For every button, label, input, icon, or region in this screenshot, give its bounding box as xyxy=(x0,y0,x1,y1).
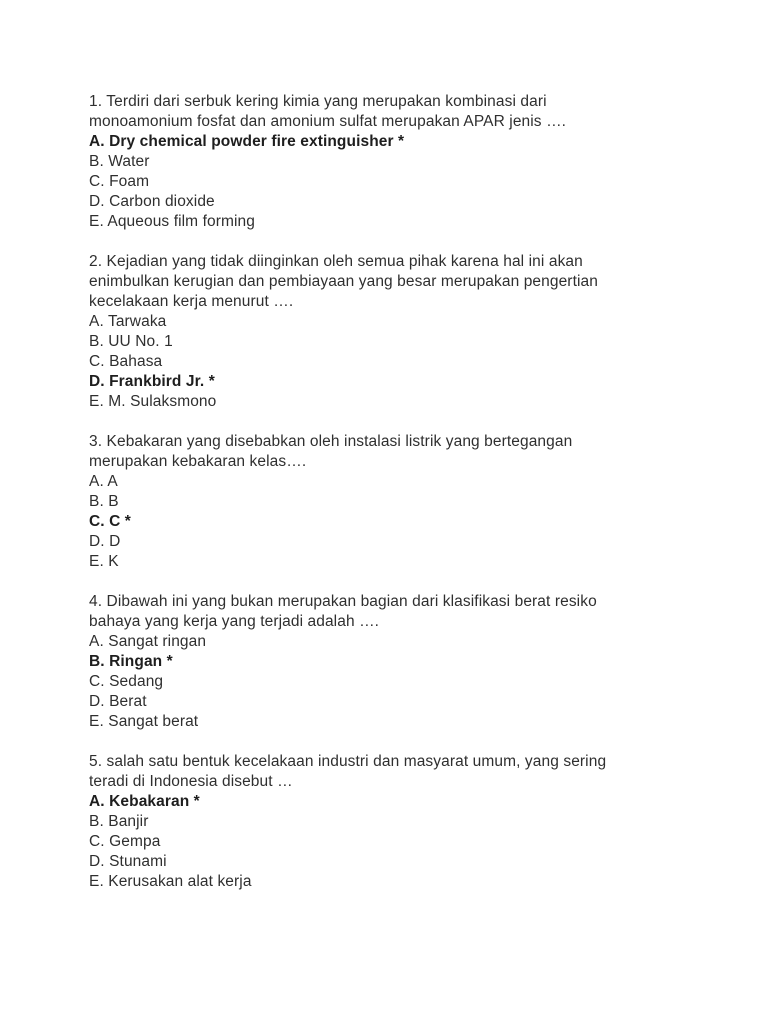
answer-option-correct: B. Ringan * xyxy=(89,653,173,670)
question-text-line: 4. Dibawah ini yang bukan merupakan bagian dari klasifikasi berat resiko xyxy=(89,593,597,610)
answer-option: B. Water xyxy=(89,153,150,170)
question-block-4 xyxy=(89,592,729,732)
answer-option: D. D xyxy=(89,533,121,550)
question-text-line: kecelakaan kerja menurut …. xyxy=(89,293,294,310)
question-text-line: merupakan kebakaran kelas…. xyxy=(89,453,307,470)
answer-option: C. Gempa xyxy=(89,833,161,850)
question-text-line: 5. salah satu bentuk kecelakaan industri dan masyarat umum, yang sering xyxy=(89,753,607,770)
question-text-line: 1. Terdiri dari serbuk kering kimia yang merupakan kombinasi dari xyxy=(89,93,547,110)
question-text-line: 3. Kebakaran yang disebabkan oleh instalasi listrik yang bertegangan xyxy=(89,433,573,450)
question-text-line: 2. Kejadian yang tidak diinginkan oleh semua pihak karena hal ini akan xyxy=(89,253,583,270)
question-block-3 xyxy=(89,432,729,572)
answer-option: D. Stunami xyxy=(89,853,167,870)
question-text-line: teradi di Indonesia disebut … xyxy=(89,773,293,790)
question-block-2 xyxy=(89,252,729,412)
answer-option: A. Tarwaka xyxy=(89,313,167,330)
answer-option: B. B xyxy=(89,493,119,510)
answer-option-correct: D. Frankbird Jr. * xyxy=(89,373,215,390)
answer-option: E. K xyxy=(89,553,119,570)
question-block-5 xyxy=(89,752,729,892)
answer-option-correct: C. C * xyxy=(89,513,131,530)
question-text-line: enimbulkan kerugian dan pembiayaan yang besar merupakan pengertian xyxy=(89,273,598,290)
answer-option: E. Aqueous film forming xyxy=(89,213,255,230)
answer-option: D. Berat xyxy=(89,693,147,710)
answer-option-correct: A. Kebakaran * xyxy=(89,793,200,810)
answer-option: D. Carbon dioxide xyxy=(89,193,215,210)
answer-option: C. Foam xyxy=(89,173,150,190)
answer-option: A. A xyxy=(89,473,118,490)
question-text-line: monoamonium fosfat dan amonium sulfat merupakan APAR jenis …. xyxy=(89,113,567,130)
question-text-line: bahaya yang kerja yang terjadi adalah …. xyxy=(89,613,380,630)
answer-option: E. M. Sulaksmono xyxy=(89,393,217,410)
answer-option: C. Sedang xyxy=(89,673,164,690)
quiz-document xyxy=(89,92,729,912)
answer-option: C. Bahasa xyxy=(89,353,163,370)
answer-option: B. Banjir xyxy=(89,813,149,830)
answer-option: B. UU No. 1 xyxy=(89,333,173,350)
answer-option: E. Kerusakan alat kerja xyxy=(89,873,252,890)
answer-option: A. Sangat ringan xyxy=(89,633,207,650)
question-block-1 xyxy=(89,92,729,232)
answer-option-correct: A. Dry chemical powder fire extinguisher * xyxy=(89,133,405,150)
answer-option: E. Sangat berat xyxy=(89,713,199,730)
